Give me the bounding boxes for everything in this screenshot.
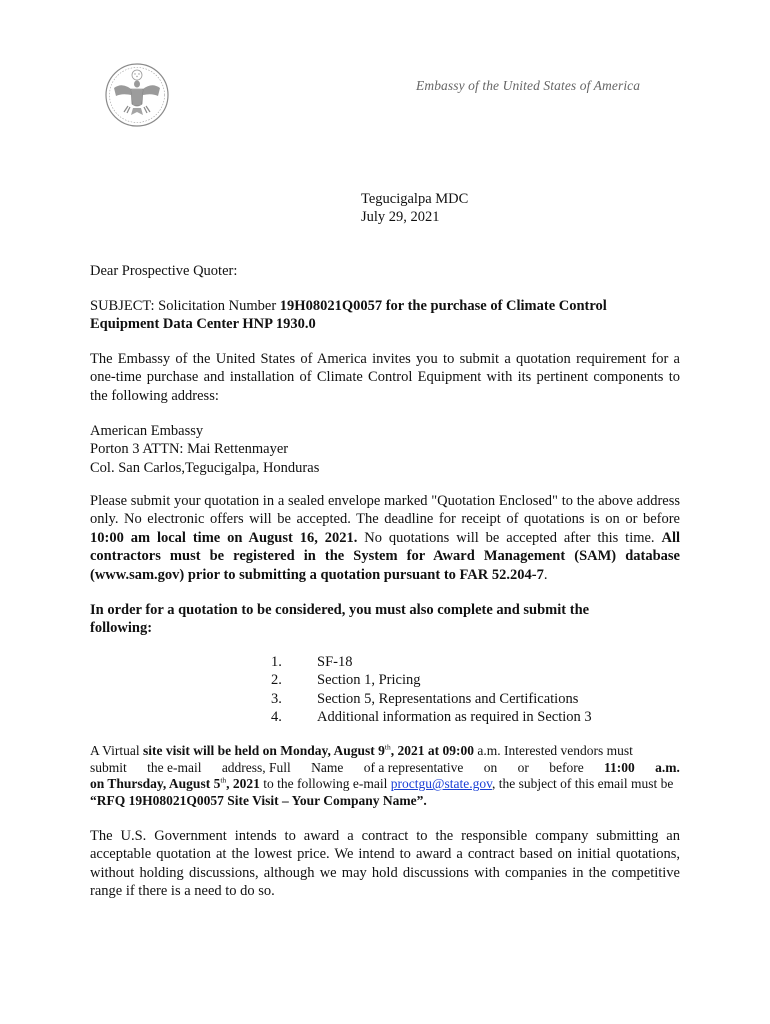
delivery-address <box>90 422 680 477</box>
requirement-heading-text: In order for a quotation to be considered, you must also complete and submit the following: <box>90 602 590 637</box>
email-link[interactable]: proctgu@state.gov <box>390 776 492 792</box>
list-item-text: Additional information as required in Section 3 <box>317 709 592 726</box>
submission-deadline: 10:00 am local time on August 16, 2021. <box>90 529 358 546</box>
submission-end: . <box>543 566 548 583</box>
word: address, Full <box>221 759 291 775</box>
subject-line <box>90 297 680 334</box>
word: before <box>549 759 584 775</box>
sam-requirement: All contractors must be registered in the System for Award Management (SAM) database (www.sam.gov) prior to submitting a quotation pursuant to FAR 52.204-7 <box>90 529 680 583</box>
address-line: Col. San Carlos,Tegucigalpa, Honduras <box>90 459 320 476</box>
award-paragraph: The U.S. Government intends to award a contract to the responsible company submitting an acceptable quotation at the lowest price. We intend to award a contract based on initial quotations, without holding discussions, although we may hold discussions with companies in the competitive range if there is a need to do so. <box>90 828 680 900</box>
list-item <box>271 653 592 671</box>
subject-bold-2: Equipment Data Center HNP 1930.0 <box>90 316 316 333</box>
registration-date: on Thursday, August 5 <box>90 776 221 792</box>
registration-year: , 2021 <box>226 776 260 792</box>
word: on <box>483 759 498 775</box>
great-seal-icon <box>104 62 170 128</box>
word: Name <box>311 759 344 775</box>
word: of a representative <box>363 759 464 775</box>
word: submit <box>90 759 127 775</box>
list-item-text: SF-18 <box>317 654 353 670</box>
site-visit-line-1 <box>90 743 680 760</box>
place-date-block <box>361 190 468 227</box>
submission-paragraph <box>90 492 680 584</box>
list-item-number: 3. <box>271 690 282 707</box>
site-visit-paragraph <box>90 743 680 809</box>
submission-text-2: No quotations will be accepted after this time. <box>357 529 662 546</box>
salutation: Dear Prospective Quoter: <box>90 263 238 279</box>
site-visit-text: A Virtual <box>90 743 143 758</box>
city: Tegucigalpa MDC <box>361 191 469 207</box>
address-line: Porton 3 ATTN: Mai Rettenmayer <box>90 441 289 458</box>
subject-prefix: SUBJECT: Solicitation Number <box>90 298 280 314</box>
intro-paragraph: The Embassy of the United States of America invites you to submit a quotation requirement for a one-time purchase and installation of Climate Control Equipment with its pertinent components to the following address: <box>90 351 680 404</box>
submission-text-1: Please submit your quotation in a sealed envelope marked "Quotation Enclosed" to the above address only. No electronic offers will be accepted. The deadline for receipt of quotations is on or before <box>90 493 680 528</box>
word: or <box>517 759 529 775</box>
letterhead-title: Embassy of the United States of America <box>416 78 641 93</box>
requirements-list <box>271 653 592 727</box>
word: the e-mail <box>147 759 202 775</box>
deadline-meridiem: a.m. <box>655 759 680 775</box>
deadline-time: 11:00 <box>604 759 635 775</box>
list-item <box>271 708 592 726</box>
requirement-heading <box>90 601 650 638</box>
list-item-text: Section 1, Pricing <box>317 672 421 689</box>
list-item-number: 4. <box>271 709 282 726</box>
site-visit-line-3 <box>90 776 680 809</box>
site-visit-text: , the subject of this email must be <box>491 776 674 792</box>
letter-date: July 29, 2021 <box>361 209 440 226</box>
list-item-number: 1. <box>271 654 282 670</box>
address-line: American Embassy <box>90 423 204 439</box>
list-item <box>271 690 592 708</box>
list-item-number: 2. <box>271 672 282 689</box>
list-item <box>271 671 592 689</box>
ordinal-suffix: th <box>220 775 227 785</box>
site-visit-time: , 2021 at 09:00 <box>390 743 474 758</box>
site-visit-line-2 <box>90 760 680 777</box>
site-visit-date: site visit will be held on Monday, August 9 <box>142 743 385 758</box>
ordinal-suffix: th <box>384 742 391 752</box>
email-subject: “RFQ 19H08021Q0057 Site Visit – Your Company Name”. <box>90 792 427 808</box>
site-visit-text: to the following e-mail <box>259 776 391 792</box>
site-visit-text: a.m. Interested vendors must <box>473 743 633 758</box>
subject-bold-1: 19H08021Q0057 for the purchase of Climate Control <box>279 298 607 314</box>
list-item-text: Section 5, Representations and Certifications <box>317 690 579 707</box>
